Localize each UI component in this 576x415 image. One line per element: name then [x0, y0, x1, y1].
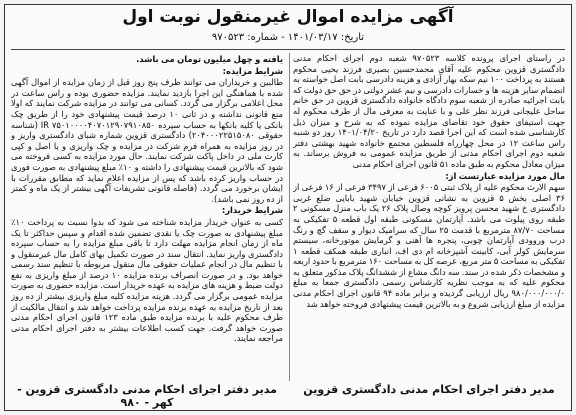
signature-right: مدیر دفتر اجرای احکام مدنی دادگستری قزوین	[303, 383, 555, 396]
notice-title: آگهی مزایده اموال غیرمنقول نوبت اول	[122, 7, 454, 27]
column-divider	[289, 53, 290, 381]
right-column	[293, 53, 565, 381]
signature-left: مدیر دفتر اجرای احکام مدنی دادگستری قزوین - کهر - ۹۸۰	[17, 383, 277, 409]
property-heading: مال مورد مزایده عبارتست از:	[445, 170, 565, 181]
buyer-terms-heading: شرایط خریدار:	[221, 205, 283, 216]
left-column	[11, 53, 283, 381]
valuation-tail: یافته و چهل میلیون تومان می باشد.	[136, 54, 283, 64]
buyer-terms-text: کسی به عنوان خریدار مزایده شناخته می شود که بدوا نسبت به پرداخت ۱۰٪ مبلغ پیشنهادی به صورت چک یا نقدی تضمین شده اقدام و سپس حداکثر تا یک ماه از زمان انجام مزایده مهلت دارد تا باقی مبلغ مزایده را به حساب سپرده دادگستری واریز نماید. انتقال سند در صورت تکمیل بهای کامل مال غیرمنقول و با تنظیم مال در انجام عملیات حقوقی مال منقول مربوطه با تنظیم سند رسمی خواهد بود. و در صورت انصراف برنده مزایده ۱۰ درصد از مبلغ واریزی به نفع دولت ضبط و هزینه های مزایده به عهده خریدار است. مزایده حضوری به صورت مزایده عمومی برگزار می گردد. هزینه مزایده کلیه مبلغ واریزی بیشتر از ده روز بعد از تاریخ مزایده به عهده برنده مزایده پرداخت خواهد شد و انتقال مالکیت از طرف محکوم علیه با برنده مزایده طبق ماده ۱۲۳ قانون اجرای احکام مدنی صورت خواهد گرفت. جهت کسب اطلاعات بیشتر به دفتر اجرای احکام مدنی مراجعه نمایند.	[11, 216, 283, 344]
auction-terms-text: طالبین و خریداران می توانند ظرف پنج روز قبل از زمان مزایده از اموال آگهی شده با هماهنگی این اجرا بازدید نمایند. مزایده حضوری بوده و راس ساعت در محل اعلامی برگزار می گردد. کسانی می توانند در مزایده شرکت نمایند که اولا منع قانونی نداشته و در ثانی ۱۰ درصد قیمت پیشنهادی خود را از طریق چک بانکی یا کلیه بانکها به حساب سپرده IR ۷۵۰۱۰۰۰۰۴۰۷۰۱۲۹۰۷۹۱۰۸۵۰ (شناسه حقوقی ۲۰۴۰۰۰۲۲۵۱۵۰۸۰) دادگستری قزوین شماره شبای دادگستری واریز و در روز مزایده به همراه فرم شرکت در مزایده و چک واریزی و یا اصل و کپی کارت ملی در داخل پاکت شرکت نمایند. حال مورد مزایده به کسی فروخته می شود که بالاترین قیمت پیشنهادی را داشته و ۱۰٪ مبلغ پیشنهادی به صورت فوری در حساب واریز کرده باشد که پس از مزایده اعلام نماید که مطابق مقررات با ایشان برخورد می گردد. (فاصله قانونی تشریفات آگهی بیشتر از یک ماه و کمتر از ده روز نمی باشد).	[11, 77, 283, 204]
property-description: سهم الارث محکوم علیه از پلاک ثبتی ۶۰۰۵ فرعی از ۳۴۹۷ فرعی از ۱۶ فرعی از ۳۶ اصلی بخش ۵ قزوین به نشانی قزوین خیابان شهید بابایی ضلع غربی دادگستری خ شهید محسن پرویز کوچه وصال پلاک ۲۶ یک باب منزل مسکونی ۲ طبقه روی پیلوت می باشد. آپارتمان مسکونی طبقه اول قطعه ۵ تفکیکی به مساحت ۸۷/۷۰ مترمربع با قدمت ۲۵ سال که سرامیک دیوار و سقف گچ و رنگ درب وروودی آپارتمان چوبی، پنجره ها آهنی و گرمایش موتورخانه، سیستم سرمایش کولر آبی، کابینت آشپزخانه ام دی اف، انباری طبقه همکف قطعه ۱ تفکیکی به مساحت ۵ متر مربع، عرصه کل به مساحت ۱۶۰ مترمربع با حدود اربعه و مشخصات ذکر شده در سند. سه دانگ مشاع از ششدانگ پلاک مذکور متعلق به محکوم علیه که به موجب نظریه کارشناس رسمی دادگستری جمعا به مبلغ ۹۸۰/۰۰۰/۰۰۰/۰ ریال ارزیابی گردیده و برابر ماده ۹۴ قانون اجرای احکام مدنی مزایده از مبلغ ارزیابی شروع و به بالاترین قیمت پیشنهادی فروخته خواهد شد	[293, 182, 565, 309]
notice-date-number: تاریخ: ۱۴۰۱/۰۳/۱۷ - شماره: ۹۷۰۵۲۳	[211, 32, 365, 43]
auction-terms-heading: شرایط مزایده:	[222, 65, 283, 76]
header-rule	[11, 49, 565, 50]
notice-page	[4, 4, 572, 411]
intro-text: در راستای اجرای پرونده کلاسه ۹۷۰۵۲۳ شعبه دوم اجرای احکام مدنی دادگستری قزوین محکوم علیه آقای محمدحسین بصیری فرزند یحیی محکوم هستند به پرداخت ۱۰۰ نیم سکه بهار آزادی و هزینه دادرسی بابت اصل خواسته به انضمام سایر هزینه ها و خسارات دادرسی و نیم عشر دولتی در حق حق دولت که بابت اجرائیه صادره از شعبه سوم دادگاه خانواده دادگستری قزوین در حق خانم ساحل علیجانی فرزند نظر علی و با عنایت به معرفی مال از طرف محکوم له جهت استیفای حقوق خود تقاضای مزایده نموده که به شرح و میزان ذیل کارشناسی شده است که این اجرا قصد دارد در تاریخ ۱۴۰۱/۰۴/۲۰ روز دو شنبه راس ساعت ۱۲ در محل چهارراه فلسطین مجتمع خانواده شهید بهشتی دفتر شعبه دوم اجرای احکام مدنی از طریق مزایده عمومی به فروش برساند. به میزان معادل محکوم به طبق ماده ۵۱ قانون اجرای احکام مدنی	[293, 53, 565, 169]
